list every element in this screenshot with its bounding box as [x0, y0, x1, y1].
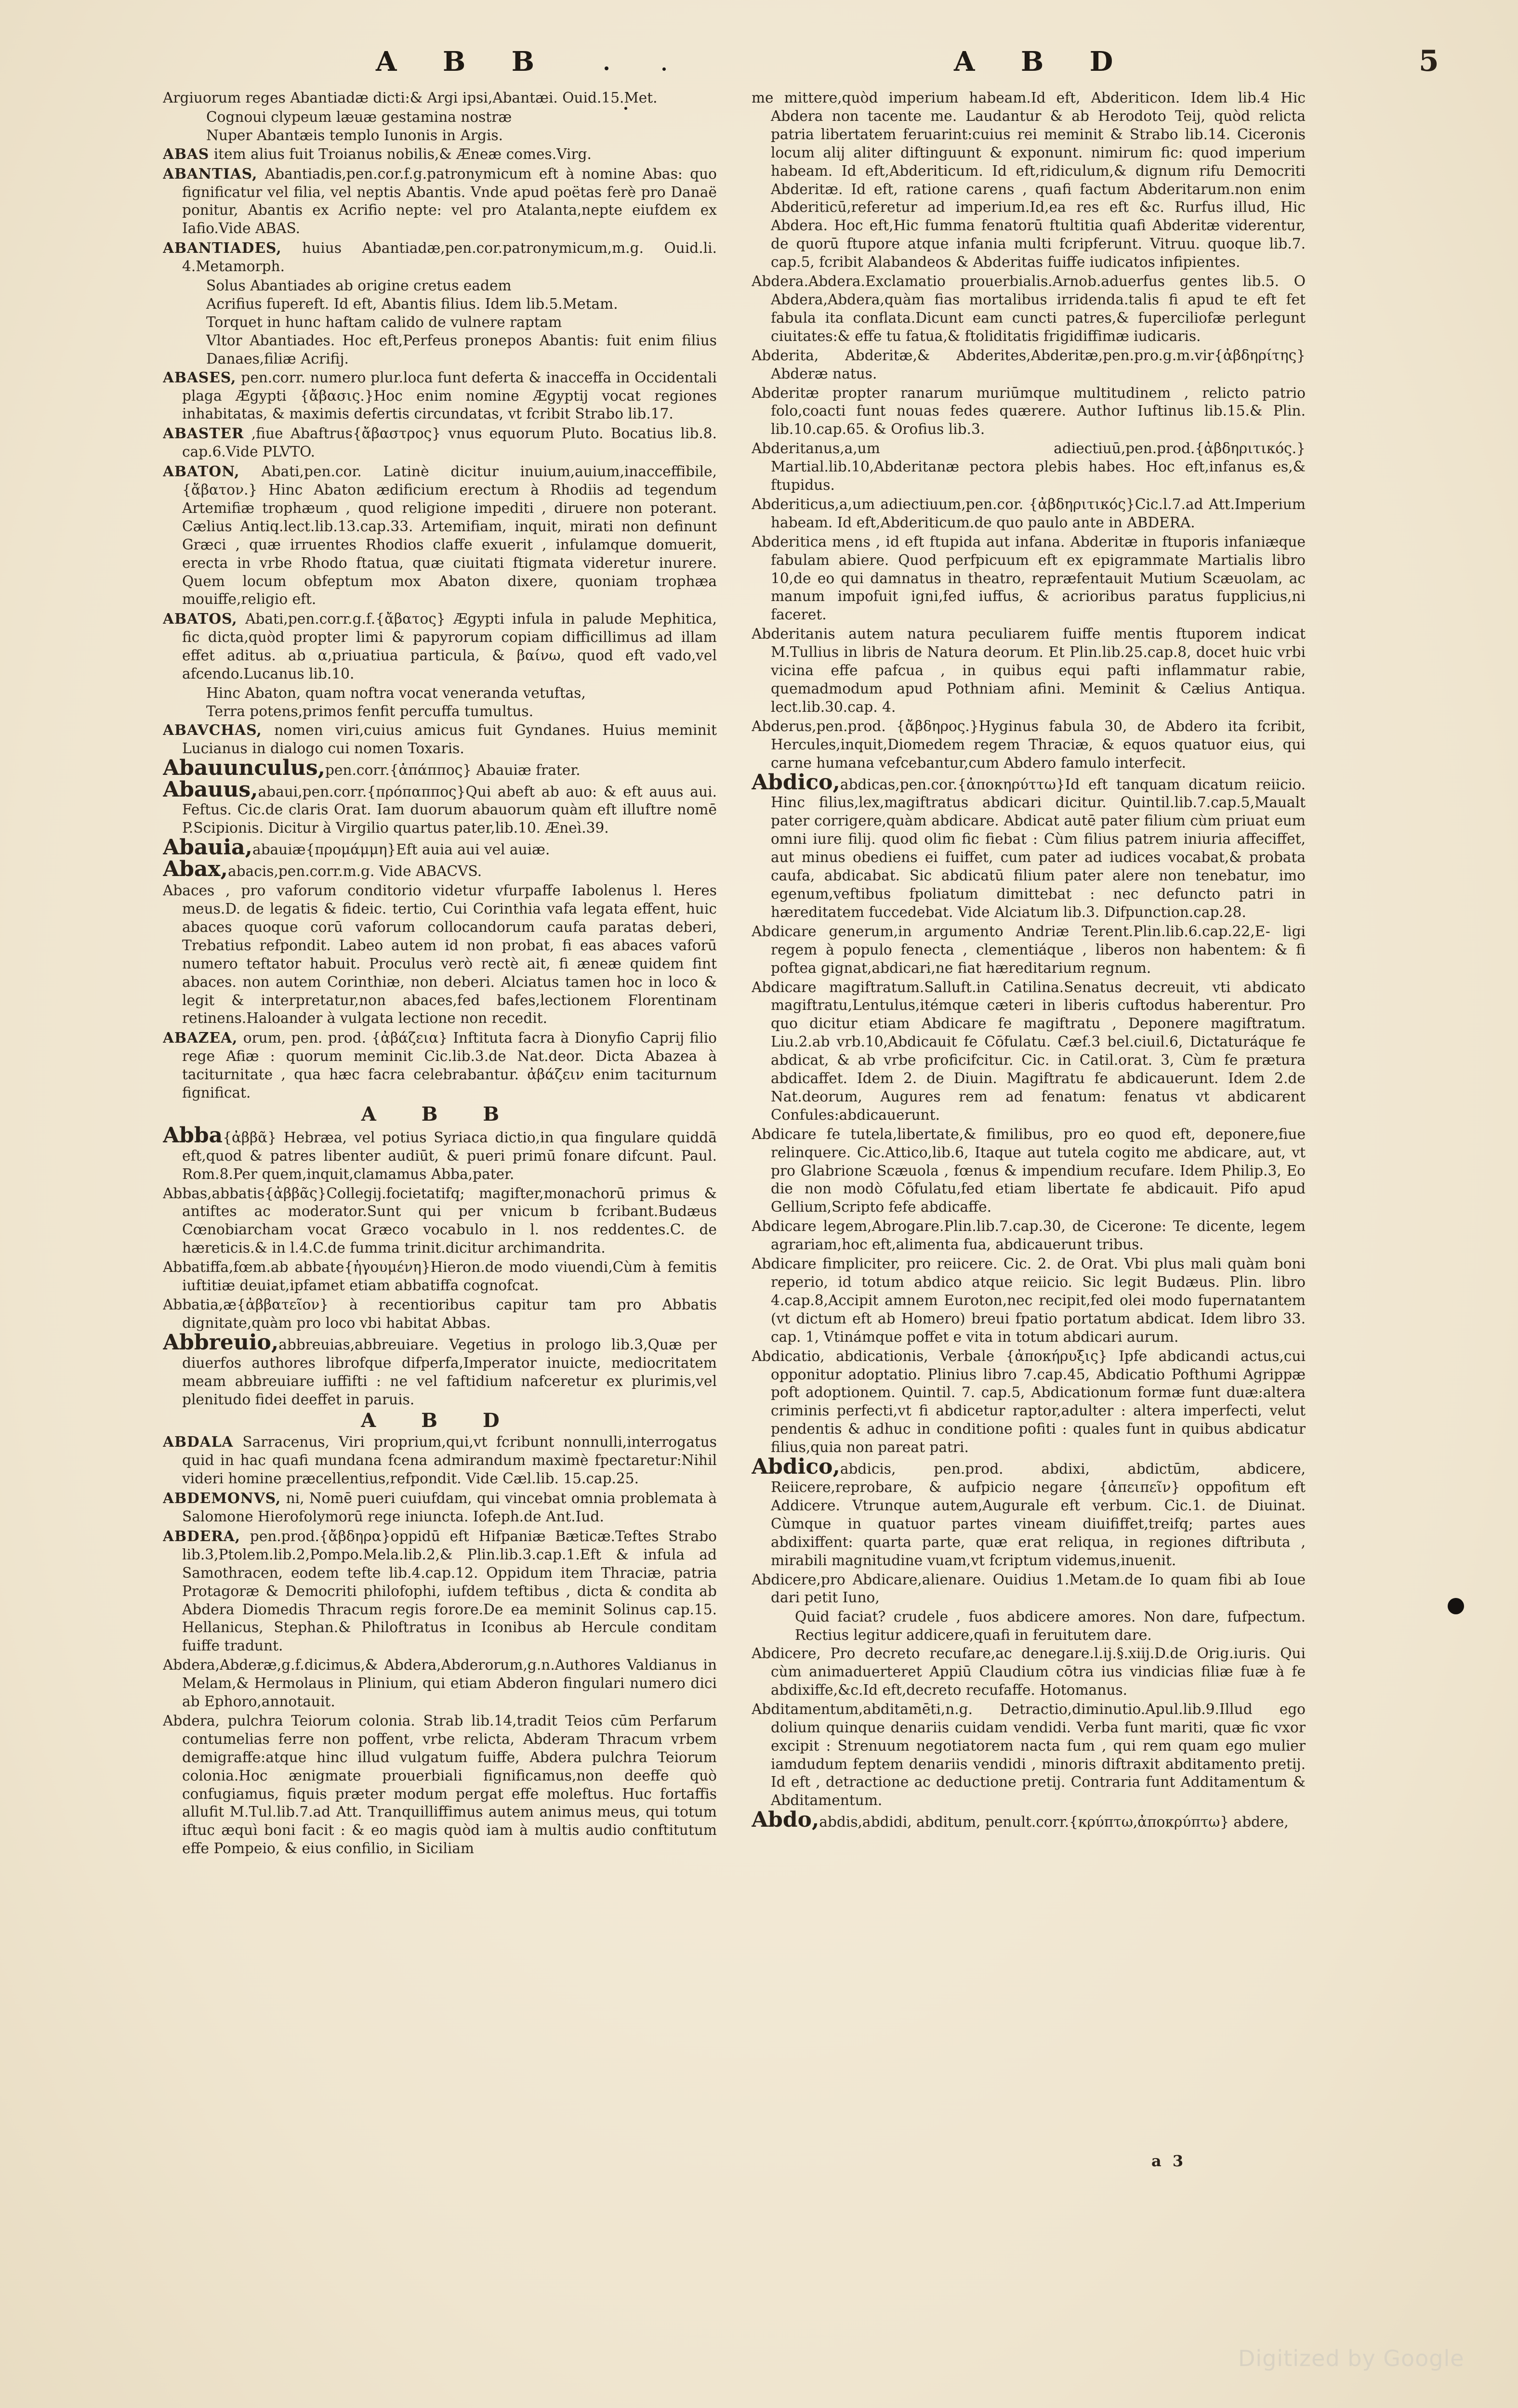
google-watermark: Digitized by Google — [1238, 2345, 1465, 2371]
dictionary-entry — [752, 1125, 1306, 1217]
dictionary-entry — [752, 625, 1306, 717]
left-column — [163, 89, 717, 2146]
dictionary-entry — [163, 1656, 717, 1711]
entry-headword: ABASTER — [163, 425, 244, 442]
entry-text: Abati,pen.cor. Latinè dicitur inuium,auium,inacceffibile, {ἄβατον.} Hinc Abaton ædificium erectum à Rhodiis ad tegendum Artemifiæ trophæum , quod religione impediti , diruere non poterant. Cælius Antiq.lect.lib.13.cap.33. Artemifiam, inquit, mirati non definunt Græci , quæ irruentes Rhodios claffe exuerit , infulamque domuerit, erecta in vrbe Rhodo ftatua, quæ ciuitati ftigmata videretur inurere. Quem locum obfeptum mox Abaton dixere, quoniam trophæa mouiffe,religio eft. — [182, 463, 717, 608]
entry-text: orum, pen. prod. {ἀβάζεια} Inftituta facra à Dionyfio Caprij filio rege Afiæ : quorum meminit Cic.lib.3.de Nat.deor. Dicta Abazea à taciturnitate , qua hæc facra celebrabantur. ἀβάζειν enim taciturnum fignificat. — [182, 1030, 717, 1101]
entry-text: nomen viri,cuius amicus fuit Gyndanes. Huius meminit Lucianus in dialogo cui nomen Toxaris. — [182, 721, 717, 757]
entry-headword: Abauus, — [163, 777, 258, 802]
dictionary-entry — [163, 1433, 717, 1488]
verse-line — [163, 277, 717, 295]
entry-text: Abantiadis,pen.cor.f.g.patronymicum eft à nomine Abas: quo fignificatur vel filia, vel neptis Abantis. Vnde apud poëtas ferè pro Danaë ponitur, Abantis ex Acrifio nepte: vel pro Atalanta,nepte eiufdem ex Iafio.Vide ABAS. — [182, 165, 717, 237]
entry-text: me mittere,quòd imperium habeam.Id eft, Abderiticon. Idem lib.4 Hic Abdera non tacente me. Laudantur & ab Herodoto Teij, quòd relicta patria libertatem feruarint:cuius rei meminit & Strabo lib.14. Ciceronis locum alij aliter diftinguunt & exponunt. nimirum fic: quod imperium habeam. Id eft,Abderiticum. Id eft,ridiculum,& dignum rifu Democriti Abderitæ. Id eft, ratione carens , quafi factum Abderitarum.non enim Abderiticū,referetur ad imperium.Id,ea res eft &c. Rurfus illud, Hic Abdera. Hoc eft,Hic fumma fenatorū ftultitia quafi Abderitæ viderentur, de quorū ftupore atque infania multi fcripferunt. Vitruu. quoque lib.7. cap.5, fcribit Alabandeos & Abderitas fuiffe iudicatos infipientes. — [752, 90, 1306, 271]
entry-headword: ABANTIADES, — [163, 239, 282, 257]
entry-text: Abderitanis autem natura peculiarem fuiffe mentis ftuporem indicat M.Tullius in libris de Natura deorum. Et Plin.lib.25.cap.8, docet huic vrbi vicina effe pafcua , in quibus equi pafti inflammatur rabie, quemadmodum apud Pothniam afini. Meminit & Cælius Antiqua. lect.lib.30.cap. 4. — [752, 626, 1306, 715]
entry-text: Abderiticus,a,um adiectiuum,pen.cor. {ἀβδηριτικός}Cic.l.7.ad Att.Imperium habeam. Id eft,Abderiticum.de quo paulo ante in ABDERA. — [752, 496, 1306, 531]
entry-headword: ABATON, — [163, 463, 240, 480]
verse-line — [163, 332, 717, 368]
entry-text: Abdicatio, abdicationis, Verbale {ἀποκήρυξις} Ipfe abdicandi actus,cui opponitur adoptatio. Plinius libro 7.cap.45, Abdicatio Pofthumi Agrippæ poft adoptionem. Quintil. 7. cap.5, Abdicationum formæ funt duæ:altera criminis perfecti,vt fi abdicetur raptor,adulter : altera imperfecti, velut pendentis & adhuc in conditione pofiti : quales funt in quibus abdicatur filius,quia non pareat patri. — [752, 1348, 1306, 1456]
entry-text: abauiæ{προμάμμη}Eft auia aui vel auiæ. — [252, 841, 550, 858]
dictionary-entry — [752, 923, 1306, 978]
ink-speck — [662, 67, 666, 71]
entry-text: Abderitica mens , id eft ftupida aut infana. Abderitæ in ftuporis infaniæque fabulam abiere. Quod perfpicuum eft ex epigrammate Martialis libro 10,de eo qui damnatus in theatro, repræfentauit Mutium Scæuolam, ac manum impofuit igni,fed iuffus, & acrioribus paratus fupplicius,ni faceret. — [752, 533, 1306, 623]
dictionary-entry — [163, 145, 717, 164]
entry-text: abaui,pen.corr.{πρόπαππος}Qui abeft ab auo: & eft auus aui. Feftus. Cic.de claris Orat. Iam duorum abauorum quàm eft illuftre nomē P.Scipionis. Dicitur à Virgilio quartus pater,lib.10. Æneì.39. — [182, 783, 717, 837]
dictionary-entry — [163, 1489, 717, 1526]
dictionary-entry — [163, 610, 717, 683]
entry-headword: ABASES, — [163, 368, 237, 386]
dictionary-entry — [752, 273, 1306, 346]
entry-headword: ABAS — [163, 145, 210, 162]
right-column — [752, 89, 1306, 2146]
entry-text: Hinc Abaton, quam noftra vocat veneranda vetuftas, — [206, 685, 586, 701]
entry-text: abbreuias,abbreuiare. Vegetius in prologo lib.3,Quæ per diuerfos authores librofque difperfa,Imperator inuicte, mediocritatem meam abbreuiare iuffifti : ne vel faftidium nafceretur ex plurimis,vel plenitudo fidei deeffet in paruis. — [182, 1336, 717, 1408]
dictionary-entry — [752, 1255, 1306, 1347]
entry-text: Sarracenus, Viri proprium,qui,vt fcribunt nonnulli,interrogatus quid in hac quafi mundana fcena admirandum maximè fpectaretur:Nihil videri homine præcellentius,refpondit. Vide Cæl.lib. 15.cap.25. — [182, 1434, 717, 1487]
verse-line — [163, 314, 717, 332]
entry-headword: Abbreuio, — [163, 1330, 279, 1355]
entry-headword: Abauunculus, — [163, 755, 325, 780]
dictionary-entry — [752, 440, 1306, 495]
verse-line — [163, 684, 717, 703]
running-head-left: A B B — [376, 46, 553, 78]
entry-text: abdicas,pen.cor.{ἀποκηρύττω}Id eft tanquam dicatum reiicio. Hinc filius,lex,magiftratus abdicari dicitur. Quintil.lib.7.cap.5,Maualt pater corrigere,quàm abdicare. Abdicat autē pater filium cùm priuat eum omni iure filij. quod olim fic fiebat : Cùm filius patrem iniuria affeciffet, aut minus obediens ei fuiffet, cum pater ad iudices vocabat,& probata caufa, abdicabat. Sic abdicatū filium pater alere non tenebatur, imo egenum,veftibus fpoliatum dimittebat : nec defuncto patri in hæreditatem fuccedebat. Vide Alciatum lib.3. Difpunction.cap.28. — [771, 776, 1306, 920]
entry-text: abacis,pen.corr.m.g. Vide ABACVS. — [227, 863, 482, 880]
entry-text: Abdera, pulchra Teiorum colonia. Strab lib.14,tradit Teios cūm Perfarum contumelias ferre non poffent, vrbe relicta, Abderam Thracum vrbem demigraffe:atque hinc illud vulgatum fuiffe, Abdera pulchra Teiorum colonia.Hoc ænigmate prouerbiali fignificamus,non deeffe quò confugiamus, fiquis præter modum pergat effe moleftus. Huc fortaffis allufit M.Tul.lib.7.ad Att. Tranquilliffimus autem animus meus, qui totum iftuc æquì boni facit : & eo magis quòd iam à multis audio conftitutum effe Pompeio, & eius confilio, in Siciliam — [163, 1712, 717, 1857]
entry-text: Abderitanus,a,um adiectiuū,pen.prod.{ἀβδηριτικός.} Martial.lib.10,Abderitanæ pectora plebis habes. Hoc eft,infanus es,& ftupidus. — [752, 440, 1306, 494]
dictionary-entry — [163, 777, 717, 838]
entry-text: Abaces , pro vaforum conditorio videtur vfurpaffe Iabolenus l. Heres meus.D. de legatis & fideic. tertio, Cui Corinthia vafa legata effent, huic abaces quoque corū vaforum collocandorum caufa paratas deberi, Trebatius refpondit. Labeo autem id non probat, fi eas abaces vaforū numero teftator habuit. Proculus verò rectè ait, fi æneæ quidem fint abaces. non autem Corinthiæ, non deberi. Alciatus tamen hoc in loco & legit & interpretatur,non abaces,fed bafes,lectionem Florentinam retinens.Haloander à vulgata lectione non recedit. — [163, 882, 717, 1027]
ink-speck — [605, 66, 608, 70]
dictionary-entry — [163, 835, 717, 860]
entry-text: Abdera,Abderæ,g.f.dicimus,& Abdera,Abderorum,g.n.Authores Valdianus in Melam,& Hermolaus in Plinium, qui etiam Abderon fingulari numero dici ab Ephoro,annotauit. — [163, 1657, 717, 1710]
entry-text: huius Abantiadæ,pen.cor.patronymicum,m.g. Ouid.li. 4.Metamorph. — [182, 240, 717, 275]
entry-text: Abdicare magiftratum.Salluft.in Catilina.Senatus decreuit, vti abdicato magiftratu,Lentulus,itémque cæteri in liberis cuftodus haberentur. Pro quo dicitur etiam Abdicare fe magiftratu , Deponere magiftratum. Liu.2.ab vrb.10,Abdicauit fe Cōfulatu. Cæf.3 bel.ciuil.6, Dictaturáque fe abdicat, & ab vrbe proficifcitur. Cic. in Catil.orat. 3, Cùm fe prætura abdicaffet. Idem 2. de Diuin. Magiftratu fe abdicauerunt. Idem 2.de Nat.deorum, Augures rem ad fenatum: fenatus vt abdicarent Confules:abdicauerunt. — [752, 979, 1306, 1123]
dictionary-entry — [163, 1330, 717, 1409]
entry-headword: ABDEMONVS, — [163, 1490, 281, 1507]
section-heading: A B B — [361, 1102, 519, 1125]
ink-speck — [624, 107, 627, 110]
verse-line — [752, 1608, 1306, 1645]
entry-text: pen.prod.{ἄβδηρα}oppidū eft Hifpaniæ Bæticæ.Teftes Strabo lib.3,Ptolem.lib.2,Pompo.Mela.lib.2,& Plin.lib.3.cap.1.Eft & infula ad Samothracen, eodem tefte lib.4.cap.12. Oppidum item Thraciæ, patria Protagoræ & Democriti philofophi, iufdem teftibus , dicta & condita ab Abdera Diomedis Thracum regis forore.De ea meminit Solinus cap.15. Hellanicus, Stephan.& Philoftratus in Iconibus ab Hercule conditam fuiffe tradunt. — [182, 1528, 717, 1654]
entry-text: Abdicare fe tutela,libertate,& fimilibus, pro eo quod eft, deponere,fiue relinquere. Cic.Attico,lib.6, Itaque aut tutela cogito me abdicare, aut, vt pro Glabrione Scæuola , fœnus & impendium recufare. Idem Philip.3, Eo die non modò Cōfulatu,fed etiam libertate fe abdicauit. Pifo apud Gellium,Scripto fefe abdicaffe. — [752, 1125, 1306, 1216]
verse-line — [163, 127, 717, 145]
entry-text: Abbatiffa,fœm.ab abbate{ἡγουμένη}Hieron.de modo viuendi,Cùm à femitis iuftitiæ deuiat,ipfamet etiam abbatiffa cognofcat. — [163, 1259, 717, 1294]
entry-text: Torquet in hunc haftam calido de vulnere raptam — [206, 314, 562, 330]
entry-text: Quid faciat? crudele , fuos abdicere amores. Non dare, fufpectum. Rectius legitur addicere,quafi in feruitutem dare. — [795, 1609, 1306, 1644]
dictionary-entry — [752, 384, 1306, 439]
entry-text: Abbas,abbatis{ἀββᾶς}Collegij.focietatifq; magifter,monachorū primus & antiftes ac moderator.Sunt qui per vnicum b fcribant.Budæus Cœnobiarcham vocat Græco vocabulo in l. nos reddentes.C. de hæreticis.& in l.4.C.de fumma trinit.dicitur archimandrita. — [163, 1185, 717, 1256]
dictionary-entry — [752, 1701, 1306, 1810]
entry-text: Terra potens,primos fenfit percuffa tumultus. — [206, 703, 534, 720]
dictionary-entry — [163, 368, 717, 424]
dictionary-entry — [752, 770, 1306, 922]
dictionary-entry — [163, 1029, 717, 1102]
dictionary-entry — [163, 1712, 717, 1858]
entry-text: Abdicare legem,Abrogare.Plin.lib.7.cap.30, de Cicerone: Te dicente, legem agrariam,hoc eft,alimenta fua, abdicauerunt tribus. — [752, 1218, 1306, 1253]
entry-headword: Abax, — [163, 857, 228, 882]
entry-text: pen.corr. numero plur.loca funt deferta & inacceffa in Occidentali plaga Ægypti {ἄβασις.}Hoc enim nomine Ægyptij vocat regiones inhabitatas, & maximis defertis circundatas, vt fcribit Strabo lib.17. — [182, 369, 717, 422]
entry-headword: ABDALA — [163, 1433, 234, 1451]
entry-text: Abdicare generum,in argumento Andriæ Terent.Plin.lib.6.cap.22,E- ligi regem à populo fenecta , clementiáque , liberos non habentem: & fi poftea gignat,abdicari,ne fiat hæreditarium regnum. — [752, 923, 1306, 976]
entry-text: ,fiue Abaftrus{ἄβαστρος} vnus equorum Pluto. Bocatius lib.8. cap.6.Vide PLVTO. — [182, 425, 717, 460]
entry-text: Abderita, Abderitæ,& Abderites,Abderitæ,pen.pro.g.m.vir{ἀβδηρίτης} Abderæ natus. — [752, 347, 1306, 382]
entry-text: Nuper Abantæis templo Iunonis in Argis. — [206, 127, 503, 144]
verse-line — [163, 108, 717, 127]
entry-headword: ABAVCHAS, — [163, 721, 262, 738]
entry-text: pen.corr.{ἀπάππος} Abauiæ frater. — [325, 761, 581, 778]
dictionary-entry — [163, 1258, 717, 1295]
entry-text: Abati,pen.corr.g.f.{ἄβατος} Ægypti infula in palude Mephitica, fic dicta,quòd propter limi & papyrorum copiam difficillimus ad illam effet aditus. ab α,priuatiua particula, & βαίνω, quod eft vado,vel afcendo.Lucanus lib.10. — [182, 611, 717, 682]
section-heading: A B D — [361, 1409, 519, 1432]
entry-text: Abdera.Abdera.Exclamatio prouerbialis.Arnob.aduerfus gentes lib.5. O Abdera,Abdera,quàm fias mortalibus irridenda.talis fi apud te eft fet fabula ita conflata.Dicunt eam cuncti patres,& fuperciliofæ perlegunt ciuitates:& effe tu fatua,& ftoliditatis frigidiffimæ iudicaris. — [752, 273, 1306, 344]
entry-text: item alius fuit Troianus nobilis,& Æneæ comes.Virg. — [213, 145, 592, 162]
dictionary-entry — [163, 462, 717, 609]
ink-blot — [1448, 1598, 1464, 1614]
dictionary-entry — [163, 1296, 717, 1333]
entry-text: Vltor Abantiades. Hoc eft,Perfeus pronepos Abantis: fuit enim filius Danaes,filiæ Acrifij. — [206, 332, 717, 367]
entry-headword: Abdico, — [752, 770, 840, 795]
dictionary-entry — [163, 857, 717, 882]
entry-headword: ABDERA, — [163, 1527, 241, 1544]
entry-text: Abdicare fimpliciter, pro reiicere. Cic. 2. de Orat. Vbi plus mali quàm boni reperio, id totum abdico atque reiicio. Sic legit Budæus. Plin. libro 4.cap.8,Accipit amnem Euroton,nec recipit,fed olei modo fupernatantem (vt dictum eft ab Homero) breui fpatio portatum abdicat. Idem libro 33. cap. 1, Vtinámque poffet e vita in totum abdicari aurum. — [752, 1256, 1306, 1345]
entry-text: Cognoui clypeum læuæ gestamina nostræ — [206, 108, 512, 125]
entry-text: abdis,abdidi, abditum, penult.corr.{κρύπτω,ἀποκρύπτω} abdere, — [819, 1814, 1289, 1831]
entry-text: Abditamentum,abditamēti,n.g. Detractio,diminutio.Apul.lib.9.Illud ego dolium quinque denariis cuidam vendidi. Verba funt mariti, quæ fic vxor excipit : Strenuum negotiatorem nacta fum , qui rem quam ego mulier iamdudum feptem denariis vendidi , minoris diftraxit abditamento pretij. Id eft , detractione ac deductione pretij. Contraria funt Additamentum & Abditamentum. — [752, 1701, 1306, 1809]
dictionary-entry — [163, 1185, 717, 1258]
entry-text: {ἀββᾶ} Hebræa, vel potius Syriaca dictio,in qua fingulare quiddā eft,quod & patres libenter audiūt, & pueri primū fonare difcunt. Paul. Rom.8.Per quem,inquit,clamamus Abba,pater. — [182, 1129, 717, 1182]
entry-text: abdicis, pen.prod. abdixi, abdictūm, abdicere, Reiicere,reprobare, & aufpicio negare {ἀπειπεῖν} oppofitum eft Addicere. Vtrunque autem,Augurale eft verbum. Cic.1. de Diuinat. Cùmque in quatuor partes vineam diuififfet,treifq; partes aues abdixiffent: quarta parte, quæ erat reliqua, in regiones diftributa , mirabili magnitudine vuam,vt fcriptum videmus,inuenit. — [771, 1461, 1306, 1569]
entry-text: Abderitæ propter ranarum muriūmque multitudinem , relicto patrio folo,coacti funt nouas fedes quærere. Author Iuftinus lib.15.& Plin. lib.10.cap.65. & Orofius lib.3. — [752, 384, 1306, 438]
entry-text: Acrifius fupereft. Id eft, Abantis filius. Idem lib.5.Metam. — [206, 295, 618, 312]
dictionary-entry — [163, 721, 717, 758]
dictionary-entry — [752, 533, 1306, 625]
dictionary-entry — [752, 496, 1306, 532]
dictionary-entry — [163, 89, 717, 107]
entry-headword: Abdico, — [752, 1454, 840, 1479]
dictionary-entry — [752, 1348, 1306, 1457]
page-number: 5 — [1419, 44, 1439, 78]
entry-text: Abdicere,pro Abdicare,alienare. Ouidius 1.Metam.de Io quam fibi ab Ioue dari petit Iuno, — [752, 1571, 1306, 1606]
dictionary-entry — [163, 1527, 717, 1655]
entry-text: Abderus,pen.prod. {ἄβδηρος.}Hyginus fabula 30, de Abdero ita fcribit, Hercules,inquit,Diomedem regem Thraciæ, & equos quatuor eius, qui carne humana vefcebantur,cum Abdero famulo interfecit. — [752, 718, 1306, 771]
dictionary-entry — [752, 347, 1306, 383]
verse-line — [163, 703, 717, 721]
verse-line — [163, 295, 717, 314]
dictionary-entry — [752, 979, 1306, 1125]
dictionary-entry — [163, 755, 717, 780]
dictionary-entry — [752, 1217, 1306, 1254]
entry-text: Abdicere, Pro decreto recufare,ac denegare.l.ij.§.xiij.D.de Orig.iuris. Qui cùm animaduerteret Appiū Claudium cōtra ius vindicias filiæ fuæ à fe abdixiffe,&c.Id eft,decreto recufaffe. Hotomanus. — [752, 1645, 1306, 1698]
dictionary-entry — [163, 239, 717, 276]
entry-headword: ABATOS, — [163, 610, 238, 628]
dictionary-entry — [752, 718, 1306, 772]
dictionary-entry — [163, 424, 717, 461]
entry-text: Abbatia,æ{ἀββατεῖον} à recentioribus capitur tam pro Abbatis dignitate,quàm pro loco vbi habitat Abbas. — [163, 1296, 717, 1331]
entry-headword: ABAZEA, — [163, 1029, 238, 1047]
entry-headword: Abauia, — [163, 835, 252, 860]
entry-headword: ABANTIAS, — [163, 165, 258, 182]
dictionary-entry — [163, 882, 717, 1028]
dictionary-entry — [752, 1571, 1306, 1608]
running-head-right: A B D — [954, 46, 1132, 78]
dictionary-entry — [752, 1645, 1306, 1700]
dictionary-entry — [163, 1123, 717, 1184]
dictionary-entry — [752, 1454, 1306, 1570]
dictionary-entry — [752, 1807, 1306, 1832]
entry-headword: Abdo, — [752, 1807, 819, 1832]
dictionary-entry — [163, 165, 717, 238]
entry-headword: Abba — [163, 1123, 223, 1148]
entry-text: Argiuorum reges Abantiadæ dicti:& Argi ipsi,Abantæi. Ouid.15.Met. — [163, 90, 658, 106]
entry-text: Solus Abantiades ab origine cretus eadem — [206, 277, 512, 294]
entry-text: ni, Nomē pueri cuiufdam, qui vincebat omnia problemata à Salomone Hierofolymorū rege iniuncta. Iofeph.de Ant.Iud. — [182, 1490, 717, 1525]
signature-mark: a 3 — [1151, 2152, 1187, 2170]
dictionary-entry — [752, 89, 1306, 272]
